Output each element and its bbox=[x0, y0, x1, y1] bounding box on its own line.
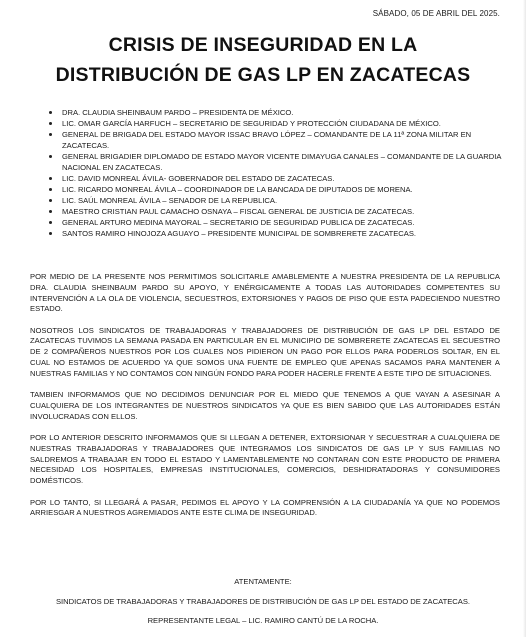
letter-body bbox=[30, 272, 500, 530]
document-title bbox=[0, 30, 526, 90]
body-paragraph: TAMBIEN INFORMAMOS QUE NO DECIDIMOS DENUNCIAR POR EL MIEDO QUE TENEMOS A QUE VAYAN A ASESINAR A CUALQUIERA DE LOS INTEGRANTES DE NUESTROS SINDICATOS YA QUE ES BIEN SABIDO QUE LAS AUTORIDADES ESTÁN INVOLUCRADAS CON ELLOS. bbox=[30, 390, 500, 421]
body-paragraph: POR MEDIO DE LA PRESENTE NOS PERMITIMOS SOLICITARLE AMABLEMENTE A NUESTRA PRESIDENTA DE LA REPUBLICA DRA. CLAUDIA SHEINBAUM PARDO SU APOYO, Y ENÉRGICAMENTE A TODAS LAS AUTORIDADES COMPETENTES SU INTERVENCIÓN A LA OLA DE VIOLENCIA, SECUESTROS, EXTORSIONES Y PAGOS DE PISO QUE ESTA PADECIENDO NUESTRO ESTADO. bbox=[30, 272, 500, 314]
recipient-item: LIC. SAÚL MONREAL ÁVILA – SENADOR DE LA REPUBLICA. bbox=[62, 195, 504, 206]
title-line-2: DISTRIBUCIÓN DE GAS LP EN ZACATECAS bbox=[55, 64, 471, 86]
body-paragraph: POR LO ANTERIOR DESCRITO INFORMAMOS QUE SI LLEGAN A DETENER, EXTORSIONAR Y SECUESTRAR A CUALQUIERA DE NUESTRAS TRABAJADORAS Y TRABAJADORES QUE INTEGRAMOS LOS SINDICATOS DE GAS LP Y SUS FAMILIAS NO SALDREMOS A TRABAJAR EN TODO EL ESTADO Y LAMENTABLEMENTE NO CONTARAN CON ESTE PRODUCTO DE PRIMERA NECESIDAD LOS HOSPITALES, EMPRESAS INSTITUCIONALES, COMERCIOS, DESHIDRATADORAS Y CONSUMIDORES DOMÉSTICOS. bbox=[30, 433, 500, 486]
recipient-item: MAESTRO CRISTIAN PAUL CAMACHO OSNAYA – FISCAL GENERAL DE JUSTICIA DE ZACATECAS. bbox=[62, 206, 504, 217]
recipient-item: LIC. RICARDO MONREAL ÁVILA – COORDINADOR DE LA BANCADA DE DIPUTADOS DE MORENA. bbox=[62, 184, 504, 195]
document-date: SÁBADO, 05 DE ABRIL DEL 2025. bbox=[372, 9, 500, 18]
recipient-item: SANTOS RAMIRO HINOJOZA AGUAYO – PRESIDENTE MUNICIPAL DE SOMBRERETE ZACATECAS. bbox=[62, 228, 504, 239]
recipient-item: GENERAL BRIGADIER DIPLOMADO DE ESTADO MAYOR VICENTE DIMAYUGA CANALES – COMANDANTE DE LA GUARDIA NACIONAL EN ZACATECAS. bbox=[62, 151, 504, 173]
recipient-item: LIC. OMAR GARCÍA HARFUCH – SECRETARIO DE SEGURIDAD Y PROTECCIÓN CIUDADANA DE MÉXICO. bbox=[62, 118, 504, 129]
body-paragraph: NOSOTROS LOS SINDICATOS DE TRABAJADORAS Y TRABAJADORES DE DISTRIBUCIÓN DE GAS LP DEL ESTADO DE ZACATECAS TUVIMOS LA SEMANA PASADA EN PARTICULAR EN EL MUNICIPIO DE SOMBRERETE ZACATECAS EL SECUESTRO DE 2 COMPAÑEROS NUESTROS POR LOS CUALES NOS PIDIERON UN PAGO POR ELLOS PARA PODERLOS SOLTAR, EN EL CUAL NO ESTAMOS DE ACUERDO YA QUE SOMOS UNA FUENTE DE EMPLEO QUE APENAS SACAMOS PARA MANTENER A NUESTRAS FAMILIAS Y NO CONTAMOS CON NINGÚN FONDO PARA PODER HACERLE FRENTE A ESTE TIPO DE SITUACIONES. bbox=[30, 325, 500, 378]
recipient-item: LIC. DAVID MONREAL ÁVILA- GOBERNADOR DEL ESTADO DE ZACATECAS. bbox=[62, 173, 504, 184]
recipient-item: GENERAL DE BRIGADA DEL ESTADO MAYOR ISSAC BRAVO LÓPEZ – COMANDANTE DE LA 11ª ZONA MILITAR EN ZACATECAS. bbox=[62, 129, 504, 151]
closing-representative: REPRESENTANTE LEGAL – LIC. RAMIRO CANTÚ DE LA ROCHA. bbox=[147, 616, 379, 625]
body-paragraph: POR LO TANTO, SI LLEGARÁ A PASAR, PEDIMOS EL APOYO Y LA COMPRENSIÓN A LA CIUDADANÍA YA QUE NO PODEMOS ARRIESGAR A NUESTROS AGREMIADOS ANTE ESTE CLIMA DE INSEGURIDAD. bbox=[30, 497, 500, 518]
recipient-item: GENERAL ARTURO MEDINA MAYORAL – SECRETARIO DE SEGURIDAD PUBLICA DE ZACATECAS. bbox=[62, 217, 504, 228]
letter-closing bbox=[0, 577, 526, 636]
closing-salutation: ATENTAMENTE: bbox=[234, 577, 292, 586]
recipient-item: DRA. CLAUDIA SHEINBAUM PARDO – PRESIDENTA DE MÉXICO. bbox=[62, 107, 504, 118]
title-line-1: CRISIS DE INSEGURIDAD EN LA bbox=[108, 34, 418, 56]
closing-signatory: SINDICATOS DE TRABAJADORAS Y TRABAJADORES DE DISTRIBUCIÓN DE GAS LP DEL ESTADO DE ZACATECAS. bbox=[55, 596, 471, 606]
recipient-list bbox=[62, 107, 504, 239]
